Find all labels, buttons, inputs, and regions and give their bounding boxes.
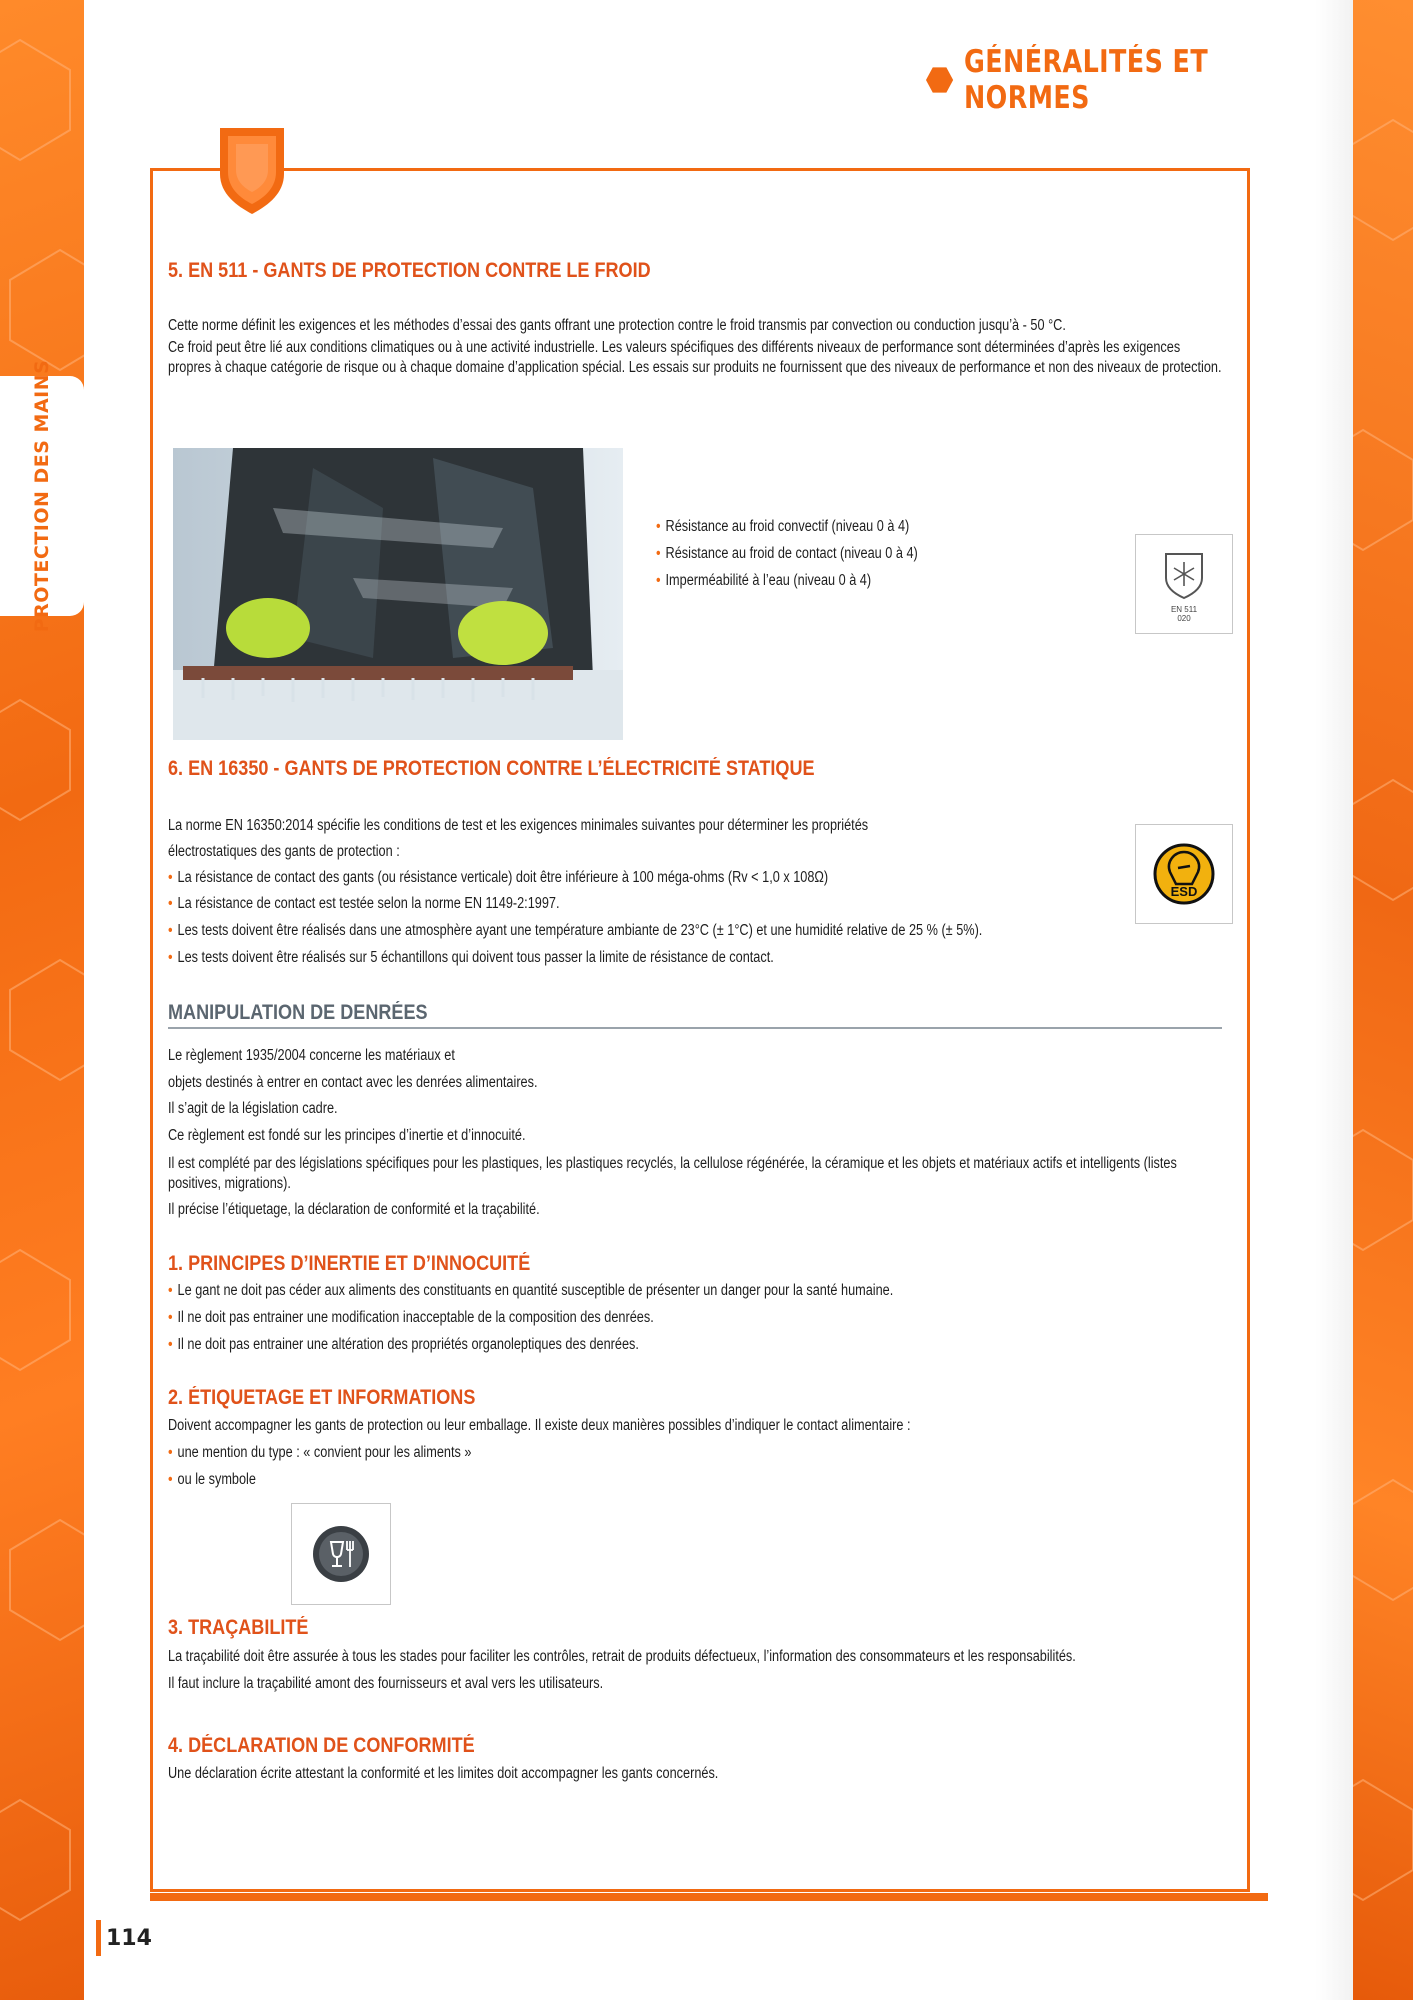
section6-bullet-3: • Les tests doivent être réalisés dans une atmosphère ayant une température ambiante de 23°C (± 1°C) et une humidité relative de 25 % (± 5%). (168, 922, 982, 940)
esd-label: ESD (1170, 884, 1198, 899)
bottom-accent-bar (150, 1893, 1268, 1901)
principles-bullet-3: • Il ne doit pas entrainer une altération des propriétés organoleptiques des denrées. (168, 1336, 639, 1354)
section5-bullet-3: • Imperméabilité à l’eau (niveau 0 à 4) (656, 572, 871, 590)
principles-bullet-2: • Il ne doit pas entrainer une modification inacceptable de la composition des denrées. (168, 1309, 654, 1327)
food-line-3: Il s’agit de la législation cadre. (168, 1100, 338, 1117)
food-paragraph (168, 1154, 1413, 1194)
cold-protection-icon (1144, 542, 1224, 626)
page-number (96, 1920, 152, 1956)
food-p-long: Il est complété par des législations spécifiques pour les plastiques, les plastiques recyclés, la cellulose régénérée, la céramique et les objets et matériaux actifs et intelligents (listes positives, migrations). (168, 1155, 1177, 1192)
right-shadow (1315, 0, 1353, 2000)
food-line-4: Ce règlement est fondé sur les principes d’inertie et d’innocuité. (168, 1127, 526, 1144)
food-p-last: Il précise l’étiquetage, la déclaration de conformité et la traçabilité. (168, 1201, 540, 1218)
side-tab-label: PROTECTION DES MAINS (31, 359, 53, 633)
food-title: MANIPULATION DE DENRÉES (168, 1001, 428, 1024)
section6-intro-2: électrostatiques des gants de protection : (168, 843, 400, 860)
section5-bullet-2: • Résistance au froid de contact (niveau 0 à 4) (656, 545, 918, 563)
food-line-1: Le règlement 1935/2004 concerne les matériaux et (168, 1047, 455, 1064)
en511-badge (1135, 534, 1233, 634)
left-decor-band (0, 0, 84, 2000)
section5-p2: Ce froid peut être lié aux conditions climatiques ou à une activité industrielle. Les valeurs spécifiques des différents niveaux de performance sont déterminées d’après les exigences propres à chaque catégorie de risque ou à chaque domaine d’application spécial. Les essais sur produits ne fournissent que des niveaux de performance et non des niveaux de protection. (168, 339, 1222, 376)
glass-fork-icon (311, 1524, 371, 1584)
section6-title: 6. EN 16350 - GANTS DE PROTECTION CONTRE L’ÉLECTRICITÉ STATIQUE (168, 757, 815, 780)
section5-title: 5. EN 511 - GANTS DE PROTECTION CONTRE LE FROID (168, 259, 651, 282)
cold-glove-photo (173, 448, 623, 740)
content-frame (150, 168, 1250, 1892)
esd-icon (1152, 842, 1216, 906)
traceability-line-2: Il faut inclure la traçabilité amont des fournisseurs et aval vers les utilisateurs. (168, 1675, 604, 1692)
header-title: GÉNÉRALITÉS ET NORMES (964, 44, 1209, 116)
food-contact-symbol-box (291, 1503, 391, 1605)
page-number-text: 114 (106, 1925, 152, 1951)
hexagon-icon (925, 66, 954, 94)
section6-bullet-4: • Les tests doivent être réalisés sur 5 échantillons qui doivent tous passer la limite de résistance de contact. (168, 949, 774, 967)
section-header (925, 44, 1413, 116)
traceability-line-1: La traçabilité doit être assurée à tous les stades pour faciliter les contrôles, retrait de produits défectueux, l’information des consommateurs et les responsabilités. (168, 1648, 1076, 1665)
page-number-bar (96, 1920, 101, 1956)
section6-intro-1: La norme EN 16350:2014 spécifie les conditions de test et les exigences minimales suivantes pour déterminer les propriétés (168, 817, 869, 834)
esd-badge (1135, 824, 1233, 924)
section6-bullet-2: • La résistance de contact est testée selon la norme EN 1149-2:1997. (168, 895, 560, 913)
principles-bullet-1: • Le gant ne doit pas céder aux aliments des constituants en quantité susceptible de présenter un danger pour la santé humaine. (168, 1282, 893, 1300)
labeling-title: 2. ÉTIQUETAGE ET INFORMATIONS (168, 1386, 476, 1409)
labeling-bullet-1: • une mention du type : « convient pour les aliments » (168, 1444, 471, 1462)
hex-pattern-left (0, 0, 84, 2000)
principles-title: 1. PRINCIPES D’INERTIE ET D’INNOCUITÉ (168, 1252, 531, 1275)
declaration-title: 4. DÉCLARATION DE CONFORMITÉ (168, 1734, 475, 1757)
en511-badge-line2: 020 (1177, 614, 1191, 623)
declaration-line-1: Une déclaration écrite attestant la conformité et les limites doit accompagner les gants concernés. (168, 1765, 719, 1782)
en511-badge-line1: EN 511 (1170, 605, 1198, 614)
labeling-bullet-2: • ou le symbole (168, 1471, 256, 1489)
section6-bullet-1: • La résistance de contact des gants (ou résistance verticale) doit être inférieure à 100 méga-ohms (Rv < 1,0 x 108Ω) (168, 869, 828, 887)
labeling-intro: Doivent accompagner les gants de protection ou leur emballage. Il existe deux manières possibles d’indiquer le contact alimentaire : (168, 1417, 911, 1434)
section5-p1: Cette norme définit les exigences et les méthodes d’essai des gants offrant une protection contre le froid transmis par convection ou conduction jusqu’à - 50 °C. (168, 317, 1066, 334)
shield-icon (212, 124, 292, 216)
section5-text (168, 316, 1413, 378)
traceability-title: 3. TRAÇABILITÉ (168, 1616, 309, 1639)
food-divider (168, 1027, 1222, 1029)
hex-pattern-right (1353, 0, 1413, 2000)
food-line-2: objets destinés à entrer en contact avec les denrées alimentaires. (168, 1074, 538, 1091)
right-decor-band (1353, 0, 1413, 2000)
section5-bullet-1: • Résistance au froid convectif (niveau 0 à 4) (656, 518, 909, 536)
